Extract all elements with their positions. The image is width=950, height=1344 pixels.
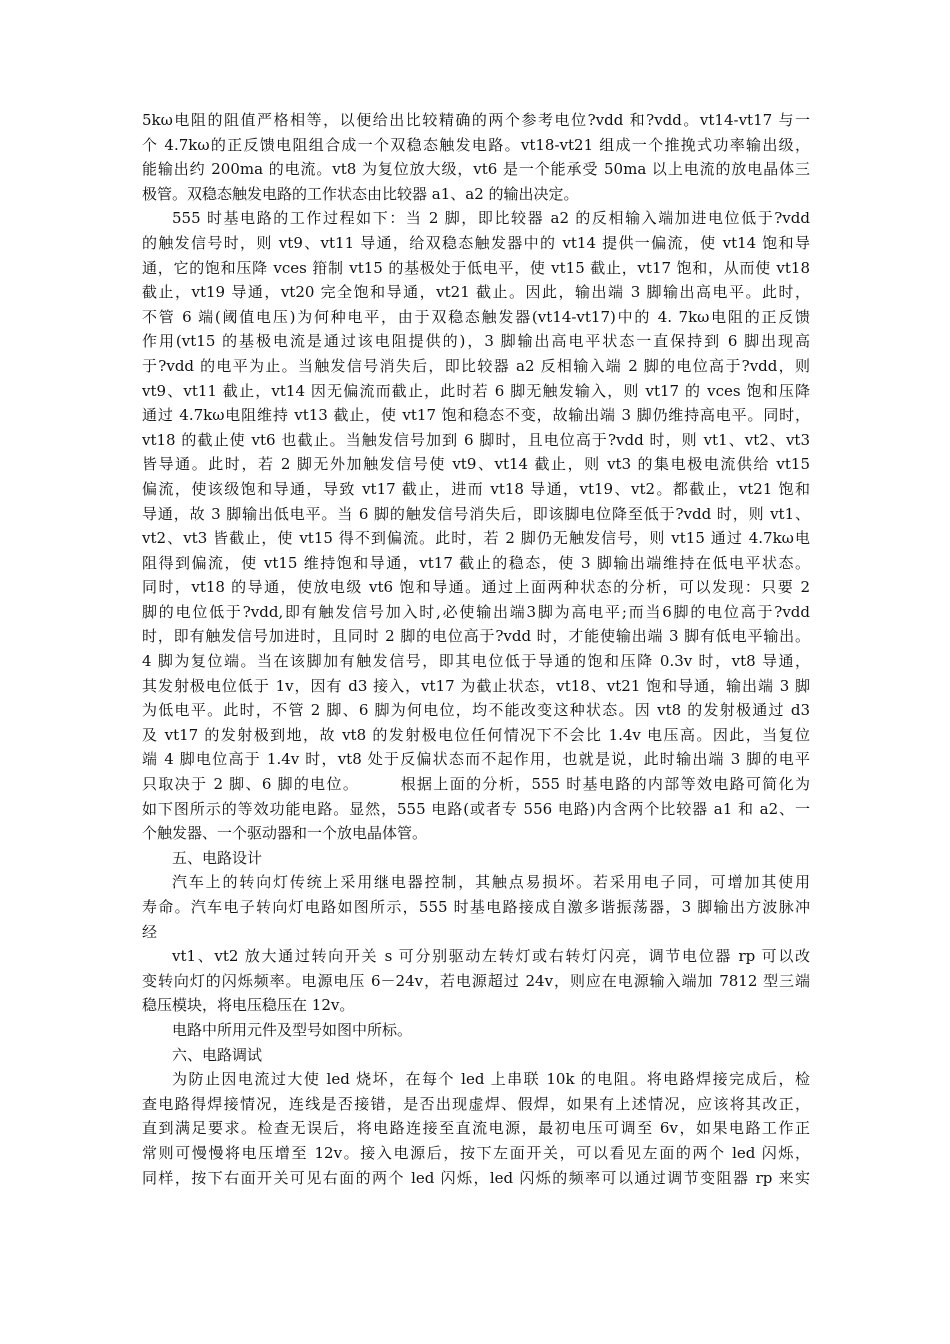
text-line: 端 4 脚电位高于 1.4v 时，vt8 处于反偏状态而不起作用，也就是说，此时输出端 3 脚的电平 (142, 750, 810, 769)
text-line: vt9、vt11 截止，vt14 因无偏流而截止，此时若 6 脚无触发输入，则 vt17 的 vces 饱和压降 (142, 381, 810, 400)
text-line: 寿命。汽车电子转向灯电路如图所示，555 时基电路接成自激多谐振荡器，3 脚输出方波脉冲 (142, 898, 810, 916)
text-line: 极管。双稳态触发电路的工作状态由比较器 a1、a2 的输出决定。 (142, 184, 579, 203)
text-line: 为防止因电流过大使 led 烧坏，在每个 led 上串联 10k 的电阻。将电路焊接完成后，检 (172, 1070, 810, 1089)
text-line: 为低电平。此时，不管 2 脚、6 脚为何电位，均不能改变这种状态。因 vt8 的发射极通过 d3 (142, 701, 810, 720)
text-line: 时，即有触发信号加进时，且同时 2 脚的电位高于?vdd 时，才能使输出端 3 脚有低电平输出。 (142, 627, 810, 646)
text-line: 其发射极电位低于 1v，因有 d3 接入，vt17 为截止状态，vt18、vt21 饱和导通，输出端 3 脚 (142, 676, 810, 695)
text-line: 555 时基电路的工作过程如下：当 2 脚，即比较器 a2 的反相输入端加进电位低于?vdd (172, 209, 810, 228)
text-line: 阻得到偏流，使 vt15 维持饱和导通，vt17 截止的稳态，使 3 脚输出端维持在低电平状态。 (142, 553, 810, 572)
text-line: 不管 6 端(阈值电压)为何种电平，由于双稳态触发器(vt14-vt17)中的 4. 7kω电阻的正反馈 (142, 307, 810, 326)
text-line: 只取决于 2 脚、6 脚的电位。 根据上面的分析，555 时基电路的内部等效电路可简化为 (142, 775, 810, 794)
text-line: 直到满足要求。检查无误后，将电路连接至直流电源，最初电压可调至 6v，如果电路工作正 (142, 1119, 810, 1138)
text-line: 偏流，使该级饱和导通，导致 vt17 截止，进而 vt18 导通，vt19、vt2。都截止，vt21 饱和 (142, 479, 810, 498)
text-line: 能输出约 200ma 的电流。vt8 为复位放大级，vt6 是一个能承受 50ma 以上电流的放电晶体三 (142, 160, 810, 179)
text-line: vt18 的截止使 vt6 也截止。当触发信号加到 6 脚时，且电位高于?vdd 时，则 vt1、vt2、vt3 (142, 430, 810, 449)
text-line: 作用(vt15 的基极电流是通过该电阻提供的)，3 脚输出高电平状态一直保持到 6 脚出现高 (142, 332, 810, 351)
text-line: 经 (142, 922, 158, 941)
text-line: 五、电路设计 (172, 848, 263, 867)
text-line: 同样，按下右面开关可见右面的两个 led 闪烁，led 闪烁的频率可以通过调节变阻器 rp 来实 (142, 1168, 810, 1187)
text-line: vt2、vt3 皆截止，使 vt15 得不到偏流。此时，若 2 脚仍无触发信号，则 vt15 通过 4.7kω电 (142, 529, 810, 548)
text-line: 及 vt17 的发射极到地，故 vt8 的发射极电位任何情况下不会比 1.4v 电压高。因此，当复位 (142, 725, 810, 744)
text-line: 常则可慢慢将电压增至 12v。接入电源后，按下左面开关，可以看见左面的两个 led 闪烁， (142, 1143, 810, 1162)
text-line: 皆导通。此时，若 2 脚无外加触发信号使 vt9、vt14 截止，则 vt3 的集电极电流供给 vt15 (142, 455, 810, 474)
text-line: 电路中所用元件及型号如图中所标。 (172, 1020, 413, 1039)
document-body (142, 108, 810, 1190)
text-line: 个 4.7kω的正反馈电阻组合成一个双稳态触发电路。vt18-vt21 组成一个推挽式功率输出级， (142, 135, 810, 154)
text-line: 通过 4.7kω电阻维持 vt13 截止，使 vt17 饱和稳态不变，故输出端 3 脚仍维持高电平。同时， (142, 406, 810, 425)
text-line: 截止，vt19 导通，vt20 完全饱和导通，vt21 截止。因此，输出端 3 脚输出高电平。此时， (142, 283, 810, 302)
text-line: 于?vdd 的电平为止。当触发信号消失后，即比较器 a2 反相输入端 2 脚的电位高于?vdd，则 (142, 356, 810, 375)
text-line: 4 脚为复位端。当在该脚加有触发信号，即其电位低于导通的饱和压降 0.3v 时，vt8 导通， (142, 652, 810, 671)
text-line: vt1、vt2 放大通过转向开关 s 可分别驱动左转灯或右转灯闪亮，调节电位器 rp 可以改 (172, 947, 810, 966)
text-line: 导通，故 3 脚输出低电平。当 6 脚的触发信号消失后，即该脚电位降至低于?vdd 时，则 vt1、 (142, 504, 810, 523)
text-line: 同时，vt18 的导通，使放电级 vt6 饱和导通。通过上面两种状态的分析，可以发现：只要 2 (142, 578, 810, 597)
text-line: 个触发器、一个驱动器和一个放电晶体管。 (142, 824, 428, 843)
text-line: 变转向灯的闪烁频率。电源电压 6－24v，若电源超过 24v，则应在电源输入端加 7812 型三端 (142, 971, 810, 990)
text-line: 通，它的饱和压降 vces 箝制 vt15 的基极处于低电平，使 vt15 截止，vt17 饱和，从而使 vt18 (142, 258, 810, 277)
text-line: 脚的电位低于?vdd,即有触发信号加入时,必使输出端3脚为高电平;而当6脚的电位高于?vdd (142, 602, 810, 621)
text-line: 稳压模块，将电压稳压在 12v。 (142, 996, 355, 1015)
text-line: 汽车上的转向灯传统上采用继电器控制，其触点易损坏。若采用电子同，可增加其使用 (172, 873, 810, 892)
text-line: 六、电路调试 (172, 1045, 263, 1064)
text-line: 查电路得焊接情况，连线是否接错，是否出现虚焊、假焊，如果有上述情况，应该将其改正， (142, 1094, 810, 1113)
text-line: 的触发信号时，则 vt9、vt11 导通，给双稳态触发器中的 vt14 提供一偏流，使 vt14 饱和导 (142, 233, 810, 252)
text-line: 5kω电阻的阻值严格相等，以便给出比较精确的两个参考电位?vdd 和?vdd。vt14-vt17 与一 (142, 111, 810, 129)
text-line: 如下图所示的等效功能电路。显然，555 电路(或者专 556 电路)内含两个比较器 a1 和 a2、一 (142, 799, 810, 818)
